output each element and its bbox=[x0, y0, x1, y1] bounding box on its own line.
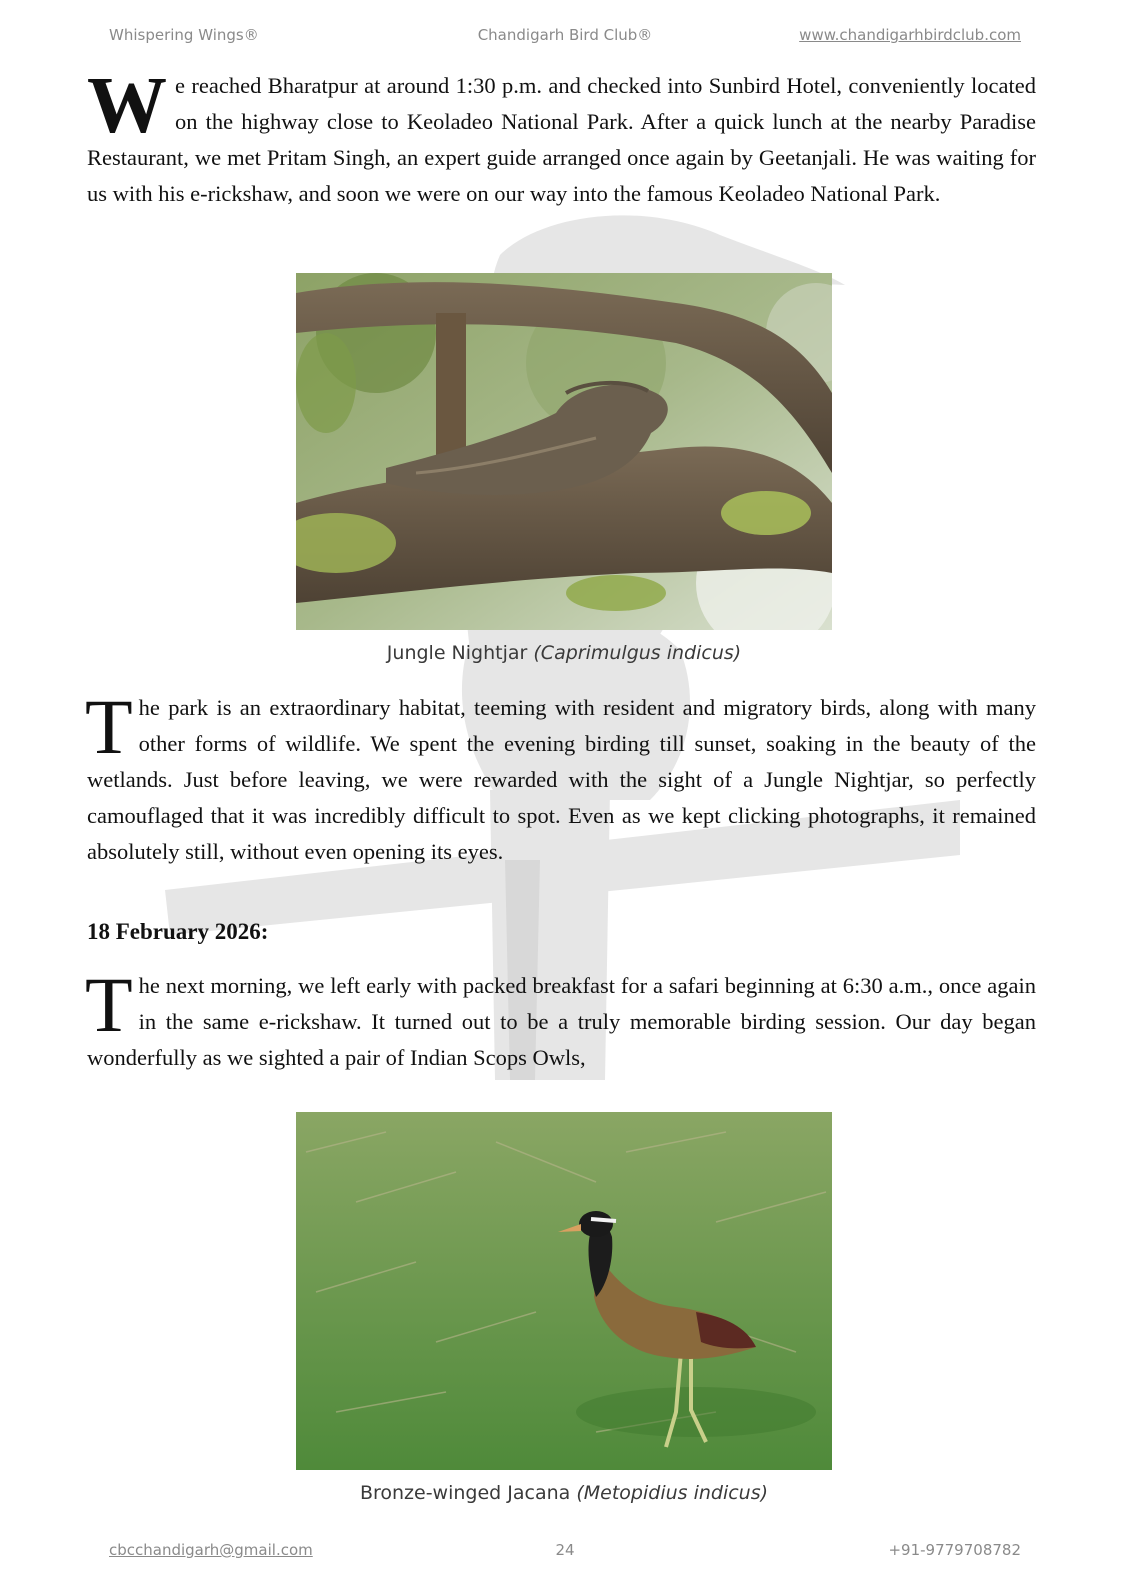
drop-cap: W bbox=[87, 62, 167, 150]
bronze-winged-jacana-photo bbox=[296, 1112, 832, 1470]
drop-cap: T bbox=[85, 683, 133, 770]
page-number: 24 bbox=[555, 1541, 575, 1559]
footer-phone: +91-9779708782 bbox=[888, 1541, 1021, 1559]
paragraph-morning-safari bbox=[85, 961, 1036, 1076]
header-club-name: Chandigarh Bird Club® bbox=[477, 26, 653, 44]
paragraph-park-habitat bbox=[85, 683, 1036, 870]
header-website-link[interactable]: www.chandigarhbirdclub.com bbox=[799, 26, 1021, 44]
photo-caption-jacana bbox=[296, 1482, 832, 1504]
bronze-winged-jacana-image bbox=[296, 1112, 832, 1470]
caption-common-name: Jungle Nightjar bbox=[386, 642, 528, 664]
caption-scientific-name: (Metopidius indicus) bbox=[576, 1482, 769, 1504]
page-header bbox=[109, 26, 1021, 50]
paragraph-text: he park is an extraordinary habitat, teeming with resident and migratory birds, along with many other forms of wildlife. We spent the evening birding till sunset, soaking in the beauty of the wetlands. Just before leaving, we were rewarded with the sight of a Jungle Nightjar, so perfectly camouflaged that it was incredibly difficult to spot. Even as we kept clicking photographs, it remained absolutely still, without even opening its eyes. bbox=[87, 695, 1036, 864]
photo-caption-nightjar bbox=[296, 642, 832, 664]
drop-cap: T bbox=[85, 961, 133, 1048]
caption-common-name: Bronze-winged Jacana bbox=[359, 1482, 571, 1504]
jungle-nightjar-image bbox=[296, 273, 832, 630]
paragraph-text: e reached Bharatpur at around 1:30 p.m. and checked into Sunbird Hotel, conveniently located on the highway close to Keoladeo National Park. After a quick lunch at the nearby Paradise Restaurant, we met Pritam Singh, an expert guide arranged once again by Geetanjali. He was waiting for us with his e-rickshaw, and soon we were on our way into the famous Keoladeo National Park. bbox=[87, 73, 1036, 206]
footer-email-link[interactable]: cbcchandigarh@gmail.com bbox=[109, 1541, 313, 1559]
jungle-nightjar-photo bbox=[296, 273, 832, 630]
date-heading: 18 February 2026: bbox=[87, 919, 269, 944]
header-publication-title: Whispering Wings® bbox=[109, 26, 259, 44]
paragraph-arrival bbox=[87, 62, 1036, 212]
caption-scientific-name: (Caprimulgus indicus) bbox=[533, 642, 742, 664]
page-footer bbox=[109, 1541, 1021, 1565]
paragraph-text: he next morning, we left early with packed breakfast for a safari beginning at 6:30 a.m., once again in the same e-rickshaw. It turned out to be a truly memorable birding session. Our day began wonderfully as we sighted a pair of Indian Scops Owls, bbox=[87, 973, 1036, 1070]
